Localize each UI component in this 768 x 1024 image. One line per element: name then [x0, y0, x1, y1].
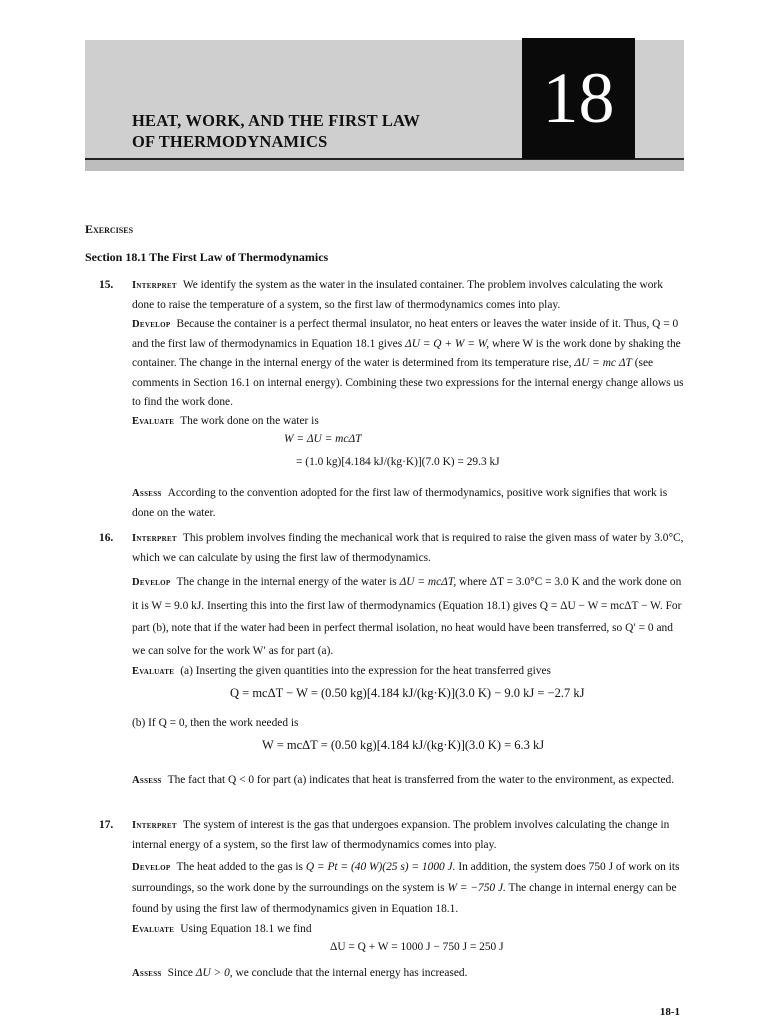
p15-develop-text-3: (see comments in Section 16.1 on internal energy). Combining these two expressions for the internal energy change allows us to find the work done.: [132, 357, 684, 408]
p15-develop-eq1: ΔU = Q + W = W,: [405, 337, 490, 350]
problem-number-15: 15.: [99, 279, 114, 291]
p16-interpret: [132, 529, 684, 568]
p17-evaluate-text: Using Equation 18.1 we find: [180, 923, 312, 935]
p17-develop-eq1: Q = Pt = (40 W)(25 s) = 1000 J.: [305, 861, 456, 873]
p17-interpret-text: The system of interest is the gas that undergoes expansion. The problem involves calculating the change in internal energy of a system, so the first law of thermodynamics comes into play.: [132, 819, 670, 851]
p16-evaluate: [132, 662, 684, 682]
section-heading: Section 18.1 The First Law of Thermodynamics: [85, 250, 329, 264]
p17-equation: ΔU = Q + W = 1000 J − 750 J = 250 J: [330, 941, 504, 953]
p17-develop-text-2: In addition, the system does 750 J of work on its surroundings, so the work done by the surroundings on the system is: [132, 861, 680, 894]
p15-assess: [132, 484, 684, 523]
p17-develop-text-1: The heat added to the gas is: [176, 861, 303, 873]
p15-equation-line1: W = ΔU = mcΔT: [284, 433, 362, 445]
develop-label: Develop: [132, 862, 171, 873]
evaluate-label: Evaluate: [132, 924, 175, 935]
p17-interpret: [132, 816, 684, 855]
p16-evaluate-text: (a) Inserting the given quantities into the expression for the heat transferred gives: [180, 665, 551, 677]
exercises-heading: Exercises: [85, 222, 134, 236]
p16-part-b: (b) If Q = 0, then the work needed is: [132, 717, 299, 729]
p15-develop: [132, 315, 684, 413]
p15-develop-text-1: Because the container is a perfect thermal insulator, no heat enters or leaves the water inside of it. Thus, Q = 0 and the first law of thermodynamics in Equation 18.1 gives: [132, 318, 679, 350]
assess-label: Assess: [132, 968, 162, 979]
p17-assess-text-2: we conclude that the internal energy has increased.: [235, 967, 468, 979]
problem-number-17: 17.: [99, 819, 114, 831]
evaluate-label: Evaluate: [132, 666, 175, 677]
header-strip: [85, 160, 684, 171]
interpret-label: Interpret: [132, 280, 177, 291]
p16-equation-b: W = mcΔT = (0.50 kg)[4.184 kJ/(kg·K)](3.0 K) = 6.3 kJ: [262, 738, 545, 752]
assess-label: Assess: [132, 775, 162, 786]
problem-number-16: 16.: [99, 532, 114, 544]
p17-assess: [132, 964, 684, 984]
p16-assess-text: The fact that Q < 0 for part (a) indicates that heat is transferred from the water to the environment, as expected.: [167, 774, 675, 786]
p16-develop-text-1: The change in the internal energy of the water is: [176, 576, 397, 588]
p15-assess-text: According to the convention adopted for the first law of thermodynamics, positive work signifies that work is done on the water.: [132, 487, 668, 519]
evaluate-label: Evaluate: [132, 416, 175, 427]
develop-label: Develop: [132, 577, 171, 588]
p16-equation-a: Q = mcΔT − W = (0.50 kg)[4.184 kJ/(kg·K)](3.0 K) − 9.0 kJ = −2.7 kJ: [230, 686, 585, 700]
p16-assess: [132, 771, 684, 791]
p15-evaluate-text: The work done on the water is: [180, 415, 319, 427]
p15-interpret: [132, 276, 684, 315]
p15-develop-text-2: where W is the work done by shaking the container. The change in the internal energy of the water is determined from its temperature rise,: [132, 337, 681, 369]
p17-evaluate: [132, 920, 684, 940]
interpret-label: Interpret: [132, 533, 177, 544]
p16-develop-text-2: where ΔT = 3.0°C = 3.0 K and the work done on it is W = 9.0 kJ. Inserting this into the first law of thermodynamics (Equation 18.1) gives Q = ΔU − W = mcΔT − W. For part (b), note that if the water had been in perfect thermal isolation, no heat would have been transferred, so Q′ = 0 and we can solve for the work W′ as for part (a).: [132, 576, 682, 657]
p17-assess-eq: ΔU > 0,: [195, 967, 233, 979]
p15-evaluate: [132, 412, 684, 432]
p16-develop: [132, 571, 684, 662]
p17-assess-text-1: Since: [167, 967, 193, 979]
p15-interpret-text: We identify the system as the water in the insulated container. The problem involves calculating the work done to raise the temperature of a system, so the first law of thermodynamics comes into play.: [132, 279, 663, 311]
p16-develop-eq1: ΔU = mcΔT,: [399, 576, 457, 588]
chapter-number: 18: [542, 58, 615, 138]
p15-equation-line2: = (1.0 kg)[4.184 kJ/(kg·K)](7.0 K) = 29.3 kJ: [296, 456, 500, 468]
chapter-number-box: [522, 38, 635, 159]
p17-develop-eq2: W = −750 J.: [447, 882, 506, 894]
p16-interpret-text: This problem involves finding the mechanical work that is required to raise the given mass of water by 3.0°C, which we can calculate by using the first law of thermodynamics.: [132, 532, 684, 564]
interpret-label: Interpret: [132, 820, 177, 831]
page-number: 18-1: [659, 1006, 680, 1018]
assess-label: Assess: [132, 488, 162, 499]
chapter-title-line2: OF THERMODYNAMICS: [132, 132, 328, 151]
p17-develop: [132, 857, 684, 920]
chapter-title: [132, 110, 512, 152]
chapter-title-line1: HEAT, WORK, AND THE FIRST LAW: [132, 111, 421, 130]
p15-develop-eq2: ΔU = mc ΔT: [574, 357, 632, 369]
develop-label: Develop: [132, 319, 171, 330]
p17-develop-text-3: The change in internal energy can be found by using the first law of thermodynamics given in Equation 18.1.: [132, 882, 677, 915]
